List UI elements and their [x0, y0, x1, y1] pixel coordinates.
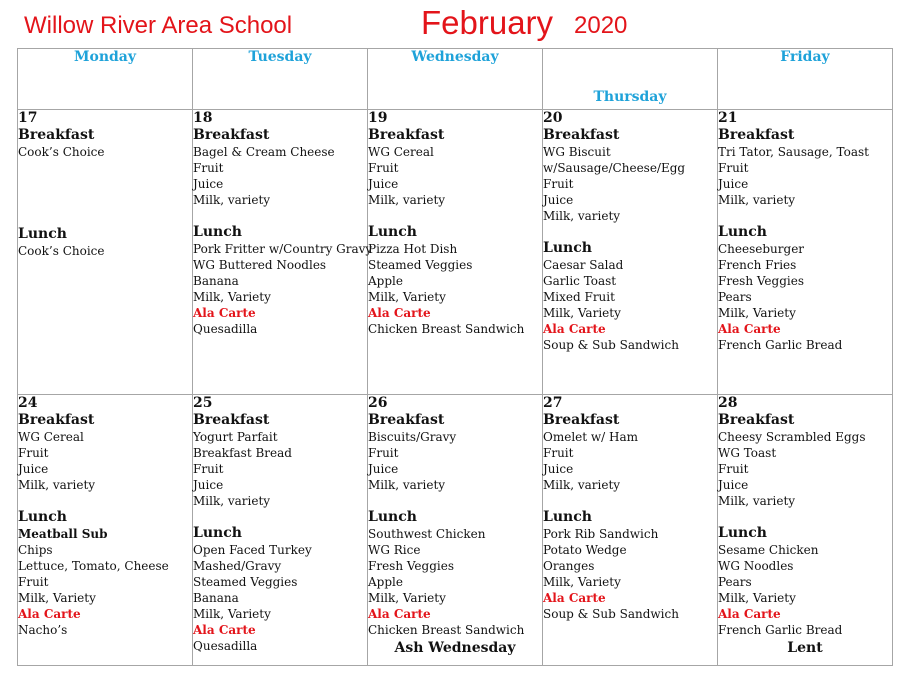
lunch-item: Milk, Variety	[543, 575, 621, 589]
ala-carte-item: Soup & Sub Sandwich	[543, 338, 679, 352]
day-cell	[543, 395, 718, 666]
day-header-wednesday: Wednesday	[368, 49, 543, 110]
lunch-item: Chips	[18, 543, 53, 557]
breakfast-item: Cheesy Scrambled Eggs	[718, 430, 866, 444]
lunch-item: Cheeseburger	[718, 242, 805, 256]
breakfast-heading: Breakfast	[543, 127, 620, 143]
lunch-item: Banana	[193, 274, 239, 288]
lunch-heading: Lunch	[18, 509, 67, 525]
breakfast-item: Juice	[718, 177, 749, 191]
lunch-heading: Lunch	[718, 525, 767, 541]
lunch-item: Potato Wedge	[543, 543, 627, 557]
spacer	[368, 208, 542, 224]
ala-carte-heading: Ala Carte	[543, 591, 606, 605]
breakfast-item: Cook’s Choice	[18, 145, 105, 159]
spacer	[543, 224, 717, 240]
spacer	[18, 160, 192, 226]
breakfast-item: Biscuits/Gravy	[368, 430, 457, 444]
ala-carte-heading: Ala Carte	[193, 623, 256, 637]
day-header-row	[18, 49, 893, 110]
ala-carte-item: French Garlic Bread	[718, 623, 843, 637]
day-cell	[18, 110, 193, 395]
ala-carte-heading: Ala Carte	[368, 607, 431, 621]
month-title: February	[421, 4, 554, 41]
ala-carte-item: Nacho’s	[18, 623, 68, 637]
ala-carte-item: Chicken Breast Sandwich	[368, 322, 525, 336]
day-cell	[193, 395, 368, 666]
lunch-item: Fresh Veggies	[368, 559, 454, 573]
day-header-friday: Friday	[718, 49, 893, 110]
ala-carte-item: Quesadilla	[193, 322, 258, 336]
school-name: Willow River Area School	[24, 12, 293, 39]
lunch-item: Steamed Veggies	[368, 258, 473, 272]
breakfast-item: Milk, variety	[193, 494, 271, 508]
date-number: 26	[368, 395, 388, 411]
breakfast-item: Fruit	[18, 446, 49, 460]
breakfast-item: Fruit	[193, 462, 224, 476]
lunch-heading: Lunch	[543, 240, 592, 256]
lunch-item: Apple	[368, 575, 403, 589]
lunch-item: Milk, Variety	[193, 290, 271, 304]
breakfast-item: Milk, variety	[18, 478, 96, 492]
ala-carte-heading: Ala Carte	[18, 607, 81, 621]
lunch-item: Cook’s Choice	[18, 244, 105, 258]
ala-carte-heading: Ala Carte	[368, 306, 431, 320]
breakfast-item: Fruit	[543, 177, 574, 191]
breakfast-item: Fruit	[543, 446, 574, 460]
breakfast-item: Milk, variety	[368, 478, 446, 492]
breakfast-item: Fruit	[718, 462, 749, 476]
day-note: Lent	[787, 640, 823, 656]
lunch-item: Fruit	[18, 575, 49, 589]
breakfast-item: Juice	[368, 462, 399, 476]
day-cell	[718, 395, 893, 666]
breakfast-item: Milk, variety	[543, 209, 621, 223]
breakfast-item: Fruit	[718, 161, 749, 175]
spacer	[18, 493, 192, 509]
day-cell	[368, 110, 543, 395]
lunch-item: Lettuce, Tomato, Cheese	[18, 559, 169, 573]
lunch-item: Milk, Variety	[368, 290, 446, 304]
ala-carte-item: Chicken Breast Sandwich	[368, 623, 525, 637]
ala-carte-item: Quesadilla	[193, 639, 258, 653]
ala-carte-item: Soup & Sub Sandwich	[543, 607, 679, 621]
breakfast-item: Juice	[718, 478, 749, 492]
lunch-item: French Fries	[718, 258, 797, 272]
breakfast-item: Breakfast Bread	[193, 446, 292, 460]
ala-carte-heading: Ala Carte	[718, 607, 781, 621]
lunch-item: Milk, Variety	[543, 306, 621, 320]
spacer	[193, 509, 367, 525]
lunch-item: Garlic Toast	[543, 274, 617, 288]
day-cell	[543, 110, 718, 395]
date-number: 17	[18, 110, 38, 126]
lunch-item: Caesar Salad	[543, 258, 624, 272]
lunch-item: Banana	[193, 591, 239, 605]
date-number: 28	[718, 395, 738, 411]
breakfast-item: Juice	[193, 177, 224, 191]
breakfast-item: Tri Tator, Sausage, Toast	[718, 145, 869, 159]
spacer	[193, 208, 367, 224]
breakfast-heading: Breakfast	[543, 412, 620, 428]
lunch-item: Milk, Variety	[718, 591, 796, 605]
breakfast-item: Juice	[368, 177, 399, 191]
breakfast-heading: Breakfast	[718, 127, 795, 143]
lunch-item: Fresh Veggies	[718, 274, 804, 288]
breakfast-item: Milk, variety	[543, 478, 621, 492]
ala-carte-item: French Garlic Bread	[718, 338, 843, 352]
date-number: 27	[543, 395, 563, 411]
spacer	[718, 509, 892, 525]
day-header-tuesday: Tuesday	[193, 49, 368, 110]
breakfast-heading: Breakfast	[18, 127, 95, 143]
lunch-heading: Lunch	[718, 224, 767, 240]
lunch-item: Pork Fritter w/Country Gravy	[193, 242, 373, 256]
date-number: 21	[718, 110, 738, 126]
lunch-item: Pizza Hot Dish	[368, 242, 458, 256]
breakfast-item: Milk, variety	[718, 494, 796, 508]
day-cell	[18, 395, 193, 666]
week-row	[18, 395, 893, 666]
day-note: Ash Wednesday	[394, 640, 516, 656]
breakfast-heading: Breakfast	[193, 412, 270, 428]
date-number: 24	[18, 395, 38, 411]
lunch-item: Open Faced Turkey	[193, 543, 312, 557]
lunch-heading: Lunch	[368, 509, 417, 525]
lunch-item: WG Buttered Noodles	[193, 258, 327, 272]
lunch-heading: Lunch	[193, 525, 242, 541]
spacer	[718, 208, 892, 224]
lunch-item: Southwest Chicken	[368, 527, 486, 541]
lunch-main-item: Meatball Sub	[18, 527, 108, 541]
day-header-monday: Monday	[18, 49, 193, 110]
year-title: 2020	[574, 12, 628, 39]
ala-carte-heading: Ala Carte	[718, 322, 781, 336]
breakfast-item: Milk, variety	[368, 193, 446, 207]
date-number: 19	[368, 110, 388, 126]
breakfast-item: Juice	[543, 193, 574, 207]
breakfast-item: Yogurt Parfait	[193, 430, 278, 444]
spacer	[543, 493, 717, 509]
lunch-item: Pears	[718, 575, 752, 589]
lunch-item: Milk, Variety	[718, 306, 796, 320]
breakfast-heading: Breakfast	[18, 412, 95, 428]
spacer	[368, 493, 542, 509]
lunch-item: Milk, Variety	[18, 591, 96, 605]
breakfast-heading: Breakfast	[368, 412, 445, 428]
breakfast-item: Milk, variety	[193, 193, 271, 207]
breakfast-heading: Breakfast	[193, 127, 270, 143]
breakfast-item: w/Sausage/Cheese/Egg	[543, 161, 686, 175]
breakfast-item: Omelet w/ Ham	[543, 430, 639, 444]
day-cell	[368, 395, 543, 666]
breakfast-item: WG Cereal	[18, 430, 84, 444]
lunch-item: Milk, Variety	[193, 607, 271, 621]
breakfast-item: Juice	[193, 478, 224, 492]
date-number: 25	[193, 395, 213, 411]
breakfast-heading: Breakfast	[718, 412, 795, 428]
breakfast-heading: Breakfast	[368, 127, 445, 143]
breakfast-item: WG Biscuit	[543, 145, 611, 159]
day-cell	[718, 110, 893, 395]
day-cell	[193, 110, 373, 395]
breakfast-item: Fruit	[368, 446, 399, 460]
lunch-heading: Lunch	[368, 224, 417, 240]
date-number: 20	[543, 110, 563, 126]
breakfast-item: Fruit	[368, 161, 399, 175]
breakfast-item: WG Toast	[718, 446, 777, 460]
lunch-item: Sesame Chicken	[718, 543, 819, 557]
lunch-item: Mixed Fruit	[543, 290, 615, 304]
breakfast-item: Juice	[18, 462, 49, 476]
breakfast-item: Juice	[543, 462, 574, 476]
lunch-item: Oranges	[543, 559, 595, 573]
menu-calendar	[17, 48, 893, 666]
ala-carte-heading: Ala Carte	[193, 306, 256, 320]
day-header-thursday: Thursday	[543, 49, 718, 110]
lunch-item: WG Rice	[368, 543, 421, 557]
lunch-item: Pork Rib Sandwich	[543, 527, 659, 541]
breakfast-item: Fruit	[193, 161, 224, 175]
lunch-item: Milk, Variety	[368, 591, 446, 605]
ala-carte-heading: Ala Carte	[543, 322, 606, 336]
lunch-heading: Lunch	[18, 226, 67, 242]
lunch-item: Pears	[718, 290, 752, 304]
week-row	[18, 110, 893, 395]
lunch-item: Steamed Veggies	[193, 575, 298, 589]
breakfast-item: Milk, variety	[718, 193, 796, 207]
lunch-item: WG Noodles	[718, 559, 794, 573]
lunch-item: Mashed/Gravy	[193, 559, 282, 573]
lunch-heading: Lunch	[193, 224, 242, 240]
lunch-heading: Lunch	[543, 509, 592, 525]
date-number: 18	[193, 110, 213, 126]
breakfast-item: Bagel & Cream Cheese	[193, 145, 335, 159]
breakfast-item: WG Cereal	[368, 145, 434, 159]
lunch-item: Apple	[368, 274, 403, 288]
